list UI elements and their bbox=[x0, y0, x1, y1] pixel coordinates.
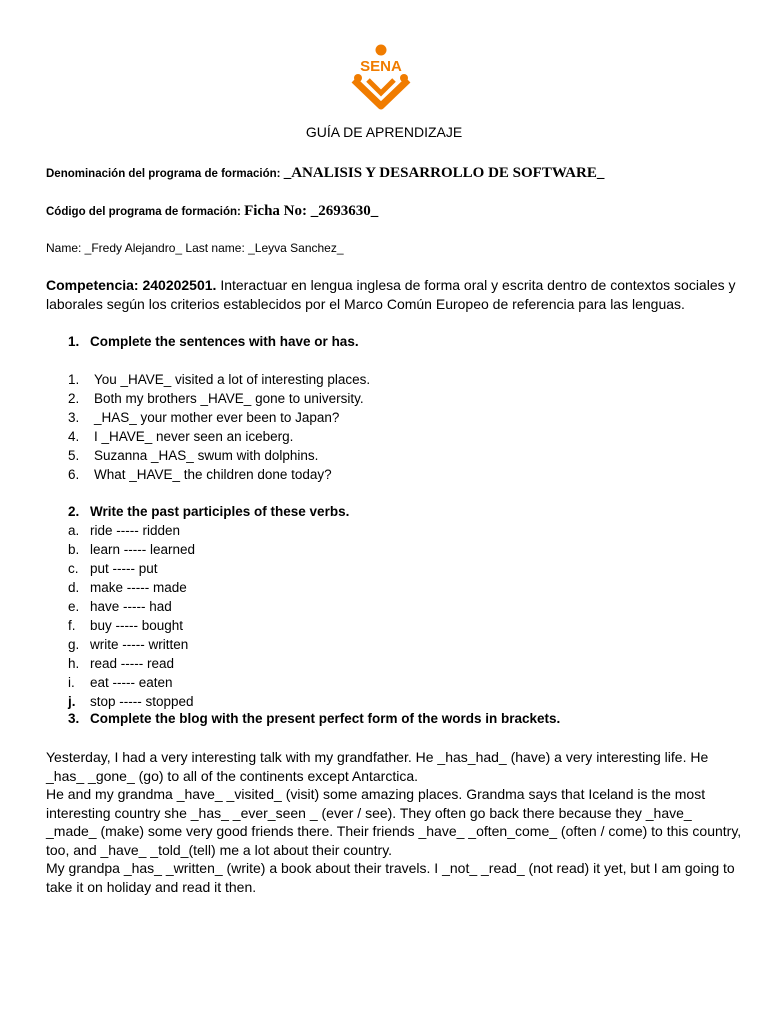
list-text: Both my brothers _HAVE_ gone to university. bbox=[94, 391, 364, 406]
verb-list bbox=[68, 521, 195, 711]
list-text: write ----- written bbox=[90, 637, 189, 652]
section-1-number: 1. bbox=[68, 334, 80, 349]
list-item bbox=[68, 389, 370, 408]
blog-paragraph: Yesterday, I had a very interesting talk with my grandfather. He _has_had_ (have) a very interesting life. He _has_ _gone_ (go) to all of the continents except Antarctica. bbox=[46, 749, 709, 784]
list-marker: b. bbox=[68, 542, 80, 557]
sentence-list bbox=[68, 370, 370, 484]
list-item bbox=[68, 370, 370, 389]
list-text: _HAS_ your mother ever been to Japan? bbox=[94, 410, 340, 425]
list-item bbox=[68, 578, 195, 597]
list-marker: f. bbox=[68, 618, 76, 633]
list-text: make ----- made bbox=[90, 580, 187, 595]
list-marker: g. bbox=[68, 637, 80, 652]
blog-paragraph: My grandpa _has_ _written_ (write) a book about their travels. I _not_ _read_ (not read) it yet, but I am going to take it on holiday and read it then. bbox=[46, 860, 735, 895]
list-item bbox=[68, 427, 370, 446]
section-2-title: Write the past participles of these verbs. bbox=[90, 504, 350, 519]
list-text: put ----- put bbox=[90, 561, 158, 576]
blog-paragraph: He and my grandma _have_ _visited_ (visit) some amazing places. Grandma says that Iceland is the most interesting country she _has_ _ever_seen _ (ever / see). They often go back there because they _have_ _made_ (make) some very good friends there. Their friends _have_ _often_come_ (often / come) to this country, too, and _have_ _told_(tell) me a lot about their country. bbox=[46, 786, 742, 858]
logo-inner-v bbox=[368, 80, 394, 93]
list-item bbox=[68, 635, 195, 654]
list-marker: 1. bbox=[68, 372, 80, 387]
program-value: _ANALISIS Y DESARROLLO DE SOFTWARE_ bbox=[283, 165, 605, 181]
list-text: eat ----- eaten bbox=[90, 675, 173, 690]
competence-code: 240202501. bbox=[142, 277, 217, 293]
list-marker: d. bbox=[68, 580, 80, 595]
section-2-number: 2. bbox=[68, 504, 80, 519]
section-2-heading bbox=[68, 504, 349, 519]
list-marker: 2. bbox=[68, 391, 80, 406]
competence-paragraph bbox=[46, 276, 736, 314]
code-value: Ficha No: _2693630_ bbox=[244, 203, 379, 219]
section-1-heading bbox=[68, 334, 359, 349]
competence-label: Competencia: bbox=[46, 277, 139, 293]
list-text: have ----- had bbox=[90, 599, 172, 614]
program-label: Denominación del programa de formación: bbox=[46, 168, 281, 180]
logo-hand-left bbox=[354, 74, 362, 82]
list-item bbox=[68, 654, 195, 673]
list-text: stop ----- stopped bbox=[90, 694, 194, 709]
list-text: buy ----- bought bbox=[90, 618, 184, 633]
section-1-title: Complete the sentences with have or has. bbox=[90, 334, 359, 349]
list-item bbox=[68, 446, 370, 465]
list-text: I _HAVE_ never seen an iceberg. bbox=[94, 429, 294, 444]
section-3-title: Complete the blog with the present perfect form of the words in brackets. bbox=[90, 711, 561, 726]
list-text: Suzanna _HAS_ swum with dolphins. bbox=[94, 448, 319, 463]
section-3-number: 3. bbox=[68, 711, 80, 726]
list-text: What _HAVE_ the children done today? bbox=[94, 467, 332, 482]
list-text: read ----- read bbox=[90, 656, 175, 671]
list-marker: 3. bbox=[68, 410, 80, 425]
list-marker: 4. bbox=[68, 429, 80, 444]
list-marker: h. bbox=[68, 656, 80, 671]
list-text: You _HAVE_ visited a lot of interesting places. bbox=[94, 372, 371, 387]
list-marker: c. bbox=[68, 561, 79, 576]
list-item bbox=[68, 559, 195, 578]
list-marker: a. bbox=[68, 523, 80, 538]
page-title: GUÍA DE APRENDIZAJE bbox=[305, 124, 463, 140]
list-item bbox=[68, 540, 195, 559]
list-marker: i. bbox=[68, 675, 75, 690]
list-text: ride ----- ridden bbox=[90, 523, 181, 538]
code-label: Código del programa de formación: bbox=[46, 206, 241, 218]
list-item bbox=[68, 616, 195, 635]
list-marker: 5. bbox=[68, 448, 80, 463]
logo-head bbox=[376, 45, 387, 56]
list-marker: j. bbox=[68, 694, 76, 709]
logo-hand-right bbox=[400, 74, 408, 82]
list-marker: 6. bbox=[68, 467, 80, 482]
section-3-heading bbox=[68, 711, 560, 726]
student-name: Name: _Fredy Alejandro_ Last name: _Leyva Sanchez_ bbox=[46, 241, 344, 255]
list-item bbox=[68, 408, 370, 427]
code-row bbox=[46, 203, 378, 220]
sena-logo bbox=[350, 44, 412, 110]
program-row bbox=[46, 165, 604, 182]
list-item bbox=[68, 521, 195, 540]
list-item bbox=[68, 673, 195, 692]
blog-text bbox=[46, 748, 746, 896]
list-item bbox=[68, 692, 195, 711]
list-item bbox=[68, 597, 195, 616]
competence-text: Interactuar en lengua inglesa de forma oral y escrita dentro de contextos sociales y laborales según los criterios establecidos por el Marco Común Europeo de referencia para las lenguas. bbox=[46, 277, 736, 312]
logo-text: SENA bbox=[360, 58, 402, 75]
list-marker: e. bbox=[68, 599, 80, 614]
list-item bbox=[68, 465, 370, 484]
list-text: learn ----- learned bbox=[90, 542, 196, 557]
